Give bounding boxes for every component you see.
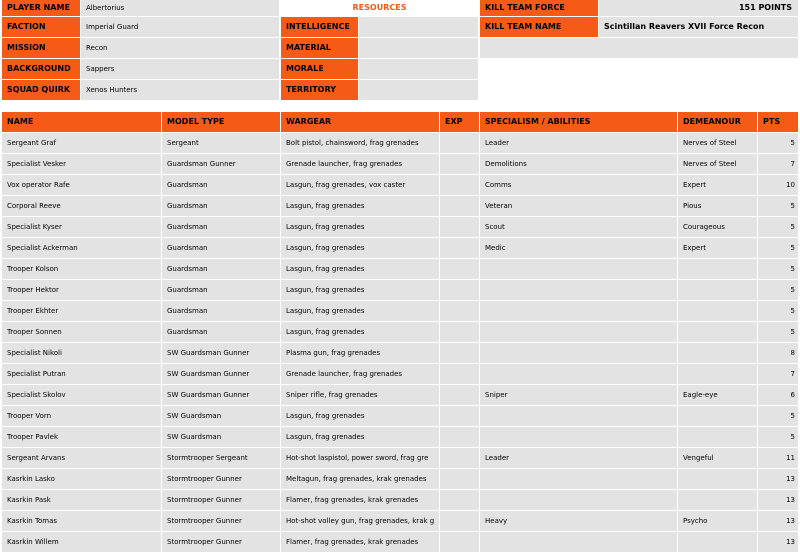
player-name-label: PLAYER NAME [2, 0, 80, 16]
squad-quirk-value[interactable]: Xenos Hunters [81, 80, 279, 100]
cell-name[interactable]: Trooper Pavlek [2, 427, 161, 447]
cell-demeanour[interactable] [678, 259, 757, 279]
cell-wargear[interactable]: Lasgun, frag grenades [281, 406, 439, 426]
cell-exp[interactable] [440, 427, 479, 447]
cell-exp[interactable] [440, 280, 479, 300]
cell-exp[interactable] [440, 490, 479, 510]
cell-pts[interactable]: 10 [758, 175, 798, 195]
cell-exp[interactable] [440, 175, 479, 195]
cell-demeanour[interactable]: Psycho [678, 511, 757, 531]
cell-demeanour[interactable] [678, 301, 757, 321]
intelligence-value[interactable] [359, 17, 478, 37]
cell-specialism[interactable]: Comms [480, 175, 677, 195]
cell-demeanour[interactable] [678, 280, 757, 300]
cell-exp[interactable] [440, 364, 479, 384]
morale-label: MORALE [281, 59, 358, 79]
faction-value[interactable]: Imperial Guard [81, 17, 279, 37]
cell-specialism[interactable] [480, 469, 677, 489]
cell-name[interactable]: Sergeant Graf [2, 133, 161, 153]
kill-team-name-filler [480, 38, 798, 58]
cell-specialism[interactable]: Medic [480, 238, 677, 258]
cell-demeanour[interactable]: Eagle-eye [678, 385, 757, 405]
cell-pts[interactable]: 5 [758, 322, 798, 342]
cell-pts[interactable]: 5 [758, 196, 798, 216]
cell-model-type[interactable]: Stormtrooper Gunner [162, 532, 280, 552]
cell-model-type[interactable]: Stormtrooper Sergeant [162, 448, 280, 468]
cell-specialism[interactable] [480, 364, 677, 384]
cell-pts[interactable]: 11 [758, 448, 798, 468]
cell-exp[interactable] [440, 154, 479, 174]
cell-wargear[interactable]: Grenade launcher, frag grenades [281, 364, 439, 384]
cell-model-type[interactable]: Stormtrooper Gunner [162, 490, 280, 510]
cell-pts[interactable]: 5 [758, 217, 798, 237]
player-name-value[interactable]: Albertorius [81, 0, 279, 16]
cell-name[interactable]: Kasrkin Lasko [2, 469, 161, 489]
cell-demeanour[interactable]: Pious [678, 196, 757, 216]
cell-model-type[interactable]: Guardsman [162, 322, 280, 342]
cell-model-type[interactable]: Guardsman [162, 301, 280, 321]
territory-label: TERRITORY [281, 80, 358, 100]
cell-wargear[interactable]: Flamer, frag grenades, krak grenades [281, 532, 439, 552]
cell-exp[interactable] [440, 322, 479, 342]
cell-exp[interactable] [440, 448, 479, 468]
cell-specialism[interactable] [480, 259, 677, 279]
cell-pts[interactable]: 13 [758, 532, 798, 552]
column-header-exp: EXP [440, 112, 479, 132]
cell-exp[interactable] [440, 196, 479, 216]
cell-specialism[interactable] [480, 532, 677, 552]
cell-specialism[interactable]: Veteran [480, 196, 677, 216]
kill-team-force-label: KILL TEAM FORCE [480, 0, 598, 16]
cell-model-type[interactable]: SW Guardsman [162, 427, 280, 447]
cell-specialism[interactable]: Scout [480, 217, 677, 237]
cell-wargear[interactable]: Sniper rifle, frag grenades [281, 385, 439, 405]
morale-value[interactable] [359, 59, 478, 79]
cell-name[interactable]: Trooper Hektor [2, 280, 161, 300]
cell-wargear[interactable]: Plasma gun, frag grenades [281, 343, 439, 363]
cell-specialism[interactable] [480, 427, 677, 447]
cell-specialism[interactable]: Sniper [480, 385, 677, 405]
cell-specialism[interactable]: Heavy [480, 511, 677, 531]
cell-exp[interactable] [440, 217, 479, 237]
cell-model-type[interactable]: Guardsman Gunner [162, 154, 280, 174]
mission-label: MISSION [2, 38, 80, 58]
cell-demeanour[interactable] [678, 364, 757, 384]
cell-wargear[interactable]: Meltagun, frag grenades, krak grenades [281, 469, 439, 489]
cell-exp[interactable] [440, 133, 479, 153]
cell-name[interactable]: Corporal Reeve [2, 196, 161, 216]
cell-model-type[interactable]: Stormtrooper Gunner [162, 511, 280, 531]
cell-name[interactable]: Specialist Kyser [2, 217, 161, 237]
cell-demeanour[interactable]: Nerves of Steel [678, 133, 757, 153]
column-header-model-type: MODEL TYPE [162, 112, 280, 132]
cell-wargear[interactable]: Lasgun, frag grenades [281, 280, 439, 300]
cell-demeanour[interactable]: Nerves of Steel [678, 154, 757, 174]
cell-model-type[interactable]: Guardsman [162, 280, 280, 300]
resources-heading: RESOURCES [281, 0, 478, 16]
cell-specialism[interactable] [480, 322, 677, 342]
cell-pts[interactable]: 6 [758, 385, 798, 405]
cell-specialism[interactable]: Leader [480, 133, 677, 153]
cell-pts[interactable]: 5 [758, 133, 798, 153]
cell-model-type[interactable]: Guardsman [162, 196, 280, 216]
cell-wargear[interactable]: Grenade launcher, frag grenades [281, 154, 439, 174]
cell-name[interactable]: Specialist Putran [2, 364, 161, 384]
cell-model-type[interactable]: SW Guardsman Gunner [162, 343, 280, 363]
cell-specialism[interactable]: Leader [480, 448, 677, 468]
cell-pts[interactable]: 5 [758, 259, 798, 279]
cell-wargear[interactable]: Lasgun, frag grenades, vox caster [281, 175, 439, 195]
background-label: BACKGROUND [2, 59, 80, 79]
cell-demeanour[interactable] [678, 532, 757, 552]
cell-model-type[interactable]: Guardsman [162, 238, 280, 258]
cell-demeanour[interactable]: Courageous [678, 217, 757, 237]
cell-model-type[interactable]: Stormtrooper Gunner [162, 469, 280, 489]
cell-name[interactable]: Trooper Kolson [2, 259, 161, 279]
cell-name[interactable]: Sergeant Arvans [2, 448, 161, 468]
cell-pts[interactable]: 8 [758, 343, 798, 363]
cell-model-type[interactable]: Guardsman [162, 175, 280, 195]
cell-name[interactable]: Kasrkin Willem [2, 532, 161, 552]
cell-name[interactable]: Trooper Sonnen [2, 322, 161, 342]
cell-demeanour[interactable]: Vengeful [678, 448, 757, 468]
cell-demeanour[interactable] [678, 469, 757, 489]
cell-exp[interactable] [440, 259, 479, 279]
cell-pts[interactable]: 5 [758, 427, 798, 447]
column-header-specialism: SPECIALISM / ABILITIES [480, 112, 677, 132]
column-header-demeanour: DEMEANOUR [678, 112, 757, 132]
cell-name[interactable]: Specialist Vesker [2, 154, 161, 174]
cell-model-type[interactable]: Sergeant [162, 133, 280, 153]
cell-wargear[interactable]: Bolt pistol, chainsword, frag grenades [281, 133, 439, 153]
cell-wargear[interactable]: Hot-shot laspistol, power sword, frag gre [281, 448, 439, 468]
squad-quirk-label: SQUAD QUIRK [2, 80, 80, 100]
cell-wargear[interactable]: Lasgun, frag grenades [281, 322, 439, 342]
cell-name[interactable]: Specialist Ackerman [2, 238, 161, 258]
cell-demeanour[interactable] [678, 427, 757, 447]
cell-pts[interactable]: 7 [758, 154, 798, 174]
cell-wargear[interactable]: Lasgun, frag grenades [281, 301, 439, 321]
cell-specialism[interactable] [480, 490, 677, 510]
faction-label: FACTION [2, 17, 80, 37]
cell-demeanour[interactable] [678, 406, 757, 426]
cell-demeanour[interactable]: Expert [678, 175, 757, 195]
cell-pts[interactable]: 5 [758, 280, 798, 300]
cell-name[interactable]: Trooper Vorn [2, 406, 161, 426]
cell-specialism[interactable] [480, 343, 677, 363]
cell-pts[interactable]: 5 [758, 301, 798, 321]
cell-pts[interactable]: 13 [758, 490, 798, 510]
cell-wargear[interactable]: Lasgun, frag grenades [281, 196, 439, 216]
cell-model-type[interactable]: Guardsman [162, 259, 280, 279]
cell-model-type[interactable]: SW Guardsman Gunner [162, 364, 280, 384]
cell-demeanour[interactable] [678, 322, 757, 342]
cell-name[interactable]: Vox operator Rafe [2, 175, 161, 195]
cell-exp[interactable] [440, 343, 479, 363]
cell-wargear[interactable]: Lasgun, frag grenades [281, 427, 439, 447]
cell-name[interactable]: Specialist Skolov [2, 385, 161, 405]
cell-pts[interactable]: 13 [758, 511, 798, 531]
column-header-name: NAME [2, 112, 161, 132]
material-value[interactable] [359, 38, 478, 58]
cell-wargear[interactable]: Lasgun, frag grenades [281, 217, 439, 237]
cell-exp[interactable] [440, 385, 479, 405]
kill-team-force-value: 151 POINTS [599, 0, 798, 16]
cell-name[interactable]: Kasrkin Tomas [2, 511, 161, 531]
mission-value[interactable]: Recon [81, 38, 279, 58]
cell-specialism[interactable] [480, 301, 677, 321]
cell-exp[interactable] [440, 469, 479, 489]
background-value[interactable]: Sappers [81, 59, 279, 79]
cell-demeanour[interactable] [678, 490, 757, 510]
cell-specialism[interactable] [480, 406, 677, 426]
column-header-pts: PTS [758, 112, 798, 132]
cell-wargear[interactable]: Lasgun, frag grenades [281, 238, 439, 258]
material-label: MATERIAL [281, 38, 358, 58]
cell-specialism[interactable]: Demolitions [480, 154, 677, 174]
cell-model-type[interactable]: SW Guardsman [162, 406, 280, 426]
cell-exp[interactable] [440, 532, 479, 552]
column-header-wargear: WARGEAR [281, 112, 439, 132]
territory-value[interactable] [359, 80, 478, 100]
cell-pts[interactable]: 5 [758, 406, 798, 426]
cell-demeanour[interactable] [678, 343, 757, 363]
cell-exp[interactable] [440, 301, 479, 321]
cell-name[interactable]: Kasrkin Pask [2, 490, 161, 510]
cell-demeanour[interactable]: Expert [678, 238, 757, 258]
kill-team-name-label: KILL TEAM NAME [480, 17, 598, 37]
cell-pts[interactable]: 13 [758, 469, 798, 489]
cell-pts[interactable]: 7 [758, 364, 798, 384]
cell-exp[interactable] [440, 238, 479, 258]
cell-wargear[interactable]: Lasgun, frag grenades [281, 259, 439, 279]
kill-team-name-value[interactable]: Scintillan Reavers XVII Force Recon [599, 17, 798, 37]
cell-name[interactable]: Trooper Ekhter [2, 301, 161, 321]
cell-model-type[interactable]: SW Guardsman Gunner [162, 385, 280, 405]
cell-pts[interactable]: 5 [758, 238, 798, 258]
intelligence-label: INTELLIGENCE [281, 17, 358, 37]
cell-name[interactable]: Specialist Nikoli [2, 343, 161, 363]
cell-wargear[interactable]: Hot-shot volley gun, frag grenades, krak g [281, 511, 439, 531]
cell-exp[interactable] [440, 406, 479, 426]
cell-wargear[interactable]: Flamer, frag grenades, krak grenades [281, 490, 439, 510]
cell-specialism[interactable] [480, 280, 677, 300]
cell-model-type[interactable]: Guardsman [162, 217, 280, 237]
cell-exp[interactable] [440, 511, 479, 531]
